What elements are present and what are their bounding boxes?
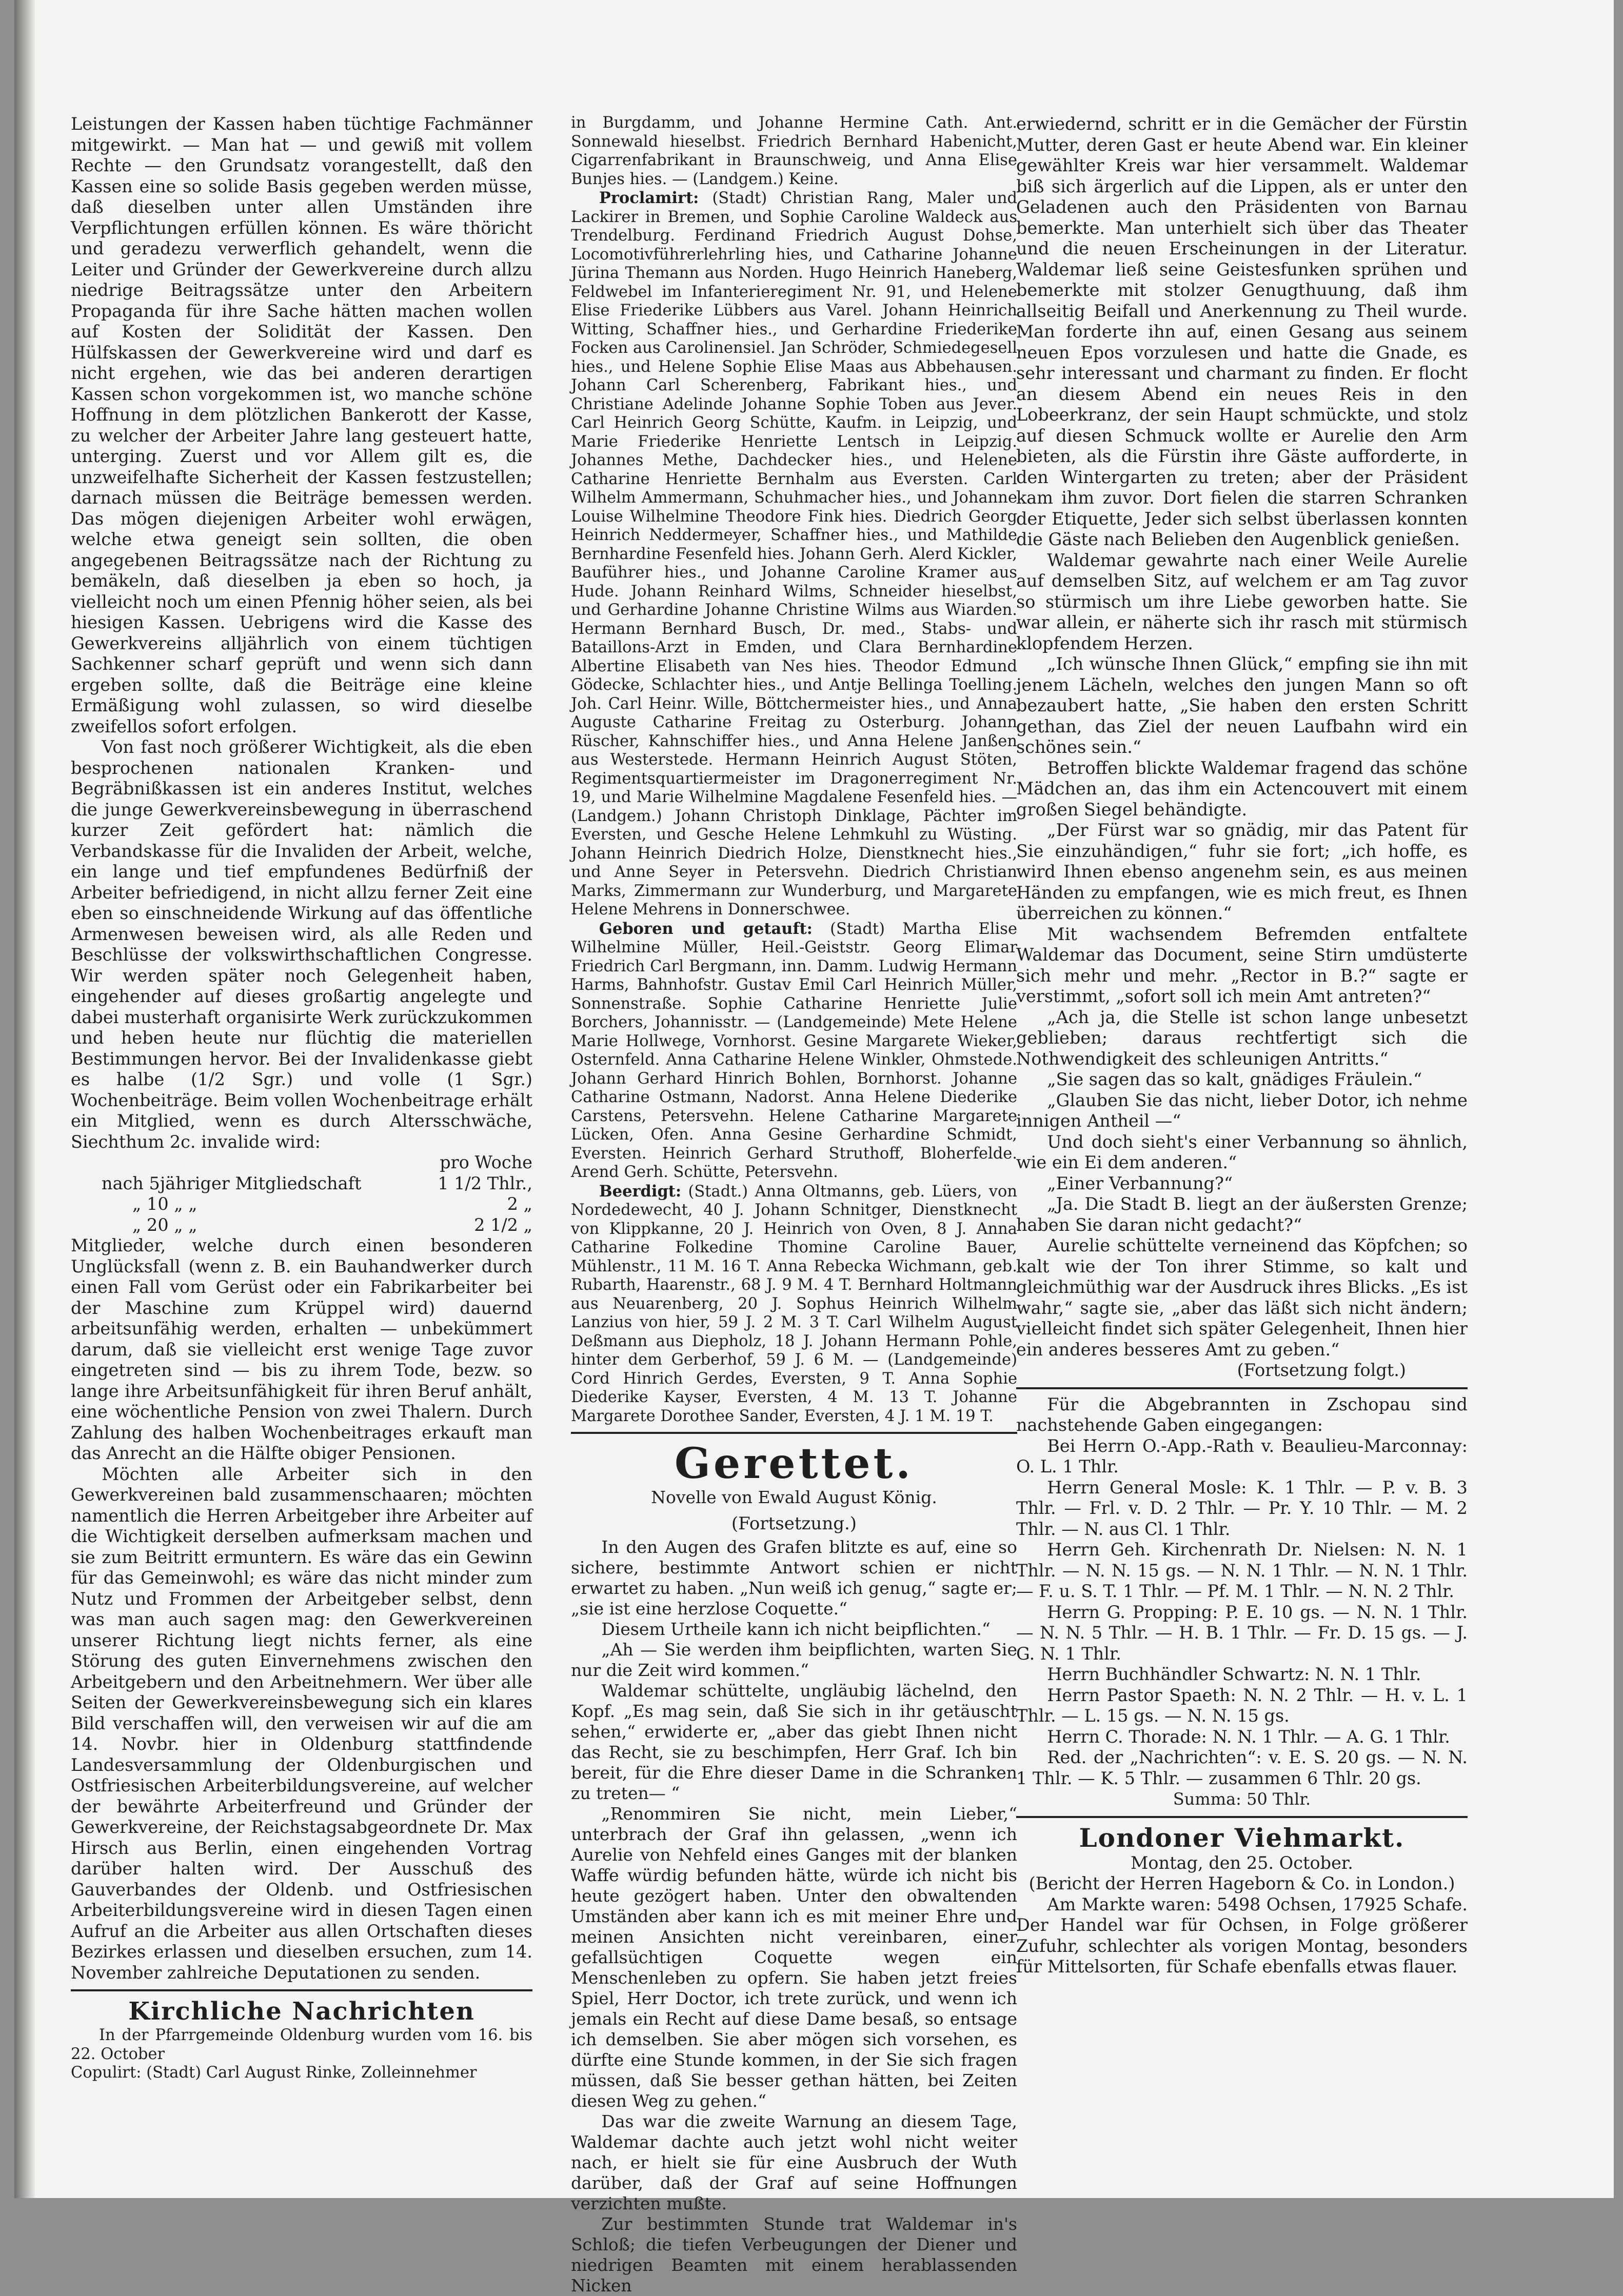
market-report: Am Markte waren: 5498 Ochsen, 17925 Schafe. Der Handel war für Ochsen, in Folge größerer Zufuhr, schlechter als vorigen Montag, besonders für Mittelsorten, für Schafe ebenfalls etwas flauer.	[1016, 1894, 1468, 1976]
novel-paragraph: Waldemar schüttelte, ungläubig lächelnd, den Kopf. „Es mag sein, daß Sie sich in ihr getäuscht sehen,“ erwiderte er, „aber das giebt Ihnen nicht das Recht, sie zu beschimpfen, Herr Graf. Ich bin bereit, für die Ehre dieser Dame in die Schranken zu treten— “	[571, 1681, 1017, 1803]
article-paragraph: Leistungen der Kassen haben tüchtige Fachmänner mitgewirkt. — Man hat — und gewiß mit vollem Rechte — den Grundsatz vorangestellt, daß den Kassen eine so solide Basis gegeben werden müsse, daß dieselben unter allen Umständen ihre Verpflichtungen erfüllen können. Es wäre thöricht und geradezu verwerflich gehandelt, wenn die Leiter und Gründer der Gewerkvereine durch allzu niedrige Beitragssätze unter den Arbeitern Propaganda für ihre Sache hätten machen wollen auf Kosten der Solidität der Kassen. Den Hülfskassen der Gewerkvereine wird und darf es nicht ergehen, wie das bei anderen derartigen Kassen schon vorgekommen ist, wo manche schöne Hoffnung in dem plötzlichen Bankerott der Kasse, zu welcher der Arbeiter Jahre lang gesteuert hatte, unterging. Zuerst und vor Allem gilt es, die unzweifelhafte Sicherheit der Kassen festzustellen; darnach müssen die Beiträge bemessen werden. Das mögen diejenigen Arbeiter wohl erwägen, welche etwa geneigt sein sollten, die oben angegebenen Beitragssätze nach der Richtung zu bemäkeln, daß dieselben ja eben so hoch, ja vielleicht noch um einen Pfennig höher seien, als bei hiesigen Kassen. Uebrigens wird die Kasse des Gewerkvereins alljährlich von einem tüchtigen Sachkenner scharf geprüft und wenn sich dann ergeben sollte, daß die Beiträge eine kleine Ermäßigung wohl zulassen, so wird dieselbe zweifellos sofort erfolgen.	[71, 114, 532, 736]
novel-paragraph: Zur bestimmten Stunde trat Waldemar in's Schloß; die tiefen Verbeugungen der Diener und niedrigen Beamten mit einem herablassenden Nicken	[571, 2214, 1017, 2295]
novel-paragraph: Waldemar gewahrte nach einer Weile Aurelie auf demselben Sitz, auf welchem er am Tag zuvor so stürmisch um ihre Liebe geworben hatte. Sie war allein, er näherte sich ihr rasch mit stürmisch klopfendem Herzen.	[1016, 550, 1468, 653]
donation-entry: Bei Herrn O.-App.-Rath v. Beaulieu-Marconnay: O. L. 1 Thlr.	[1016, 1435, 1468, 1476]
page-binding-edge	[14, 0, 35, 2198]
church-news-heading: Kirchliche Nachrichten	[128, 1997, 475, 2026]
geboren-text: (Stadt) Martha Elise Wilhelmine Müller, Heil.-Geiststr. Georg Elimar Friedrich Carl Bergmann, inn. Damm. Ludwig Hermann Harms, Bahnhofstr. Gustav Emil Carl Heinrich Müller, Sonnenstraße. Sophie Catharine Henriette Julie Borchers, Johannisstr. — (Landgemeinde) Mete Helene Marie Hollwege, Vornhorst. Gesine Margarete Wieker, Osternfeld. Anna Catharine Helene Winkler, Ohmstede. Johann Gerhard Hinrich Bohlen, Bornhorst. Johanne Catharine Ostmann, Nadorst. Anna Helene Diederike Carstens, Petersvehn. Helene Catharine Margarete Lücken, Ofen. Anna Gesine Gerhardine Schmidt, Eversten. Heinrich Gerhard Struthoff, Bloherfelde. Arend Gerh. Schütte, Petersvehn.	[571, 920, 1018, 1181]
article-paragraph: Möchten alle Arbeiter sich in den Gewerkvereinen bald zusammenschaaren; möchten namentlich die Herren Arbeitgeber ihre Arbeiter auf die Wichtigkeit derselben aufmerksam machen und sie zum Beitritt ermuntern. Es wäre das ein Gewinn für das Gemeinwohl; es wäre das nicht minder zum Nutz und Frommen der Arbeitgeber selbst, denn was man auch sagen mag: den Gewerkvereinen unserer Richtung liegt nichts ferner, als eine Störung des guten Einvernehmens zwischen den Arbeitgebern und den Arbeitnehmern. Wer über alle Seiten der Gewerkvereinsbewegung sich ein klares Bild verschaffen will, den verweisen wir auf die am 14. Novbr. hier in Oldenburg stattfindende Landesversammlung der Oldenburgischen und Ostfriesischen Arbeiterbildungsvereine, auf welcher der bewährte Arbeiterfreund und Gründer der Gewerkvereine, der Reichstagsabgeordnete Dr. Max Hirsch aus Berlin, einen eingehenden Vortrag darüber halten wird. Der Ausschuß des Gauverbandes der Oldenb. und Ostfriesischen Arbeiterbildungsvereine wird in diesen Tagen einen Aufruf an die Arbeiter aus allen Ortschaften dieses Bezirkes erlassen und dieselben ersuchen, zum 14. November zahlreiche Deputationen zu senden.	[71, 1464, 532, 1983]
section-rule	[1016, 1816, 1468, 1818]
section-rule	[571, 1432, 1017, 1434]
church-news-text: in Burgdamm, und Johanne Hermine Cath. Ant. Sonnewald hieselbst. Friedrich Bernhard Habenicht, Cigarrenfabrikant in Braunschweig, und Anna Elise Bunjes hies. — (Landgem.) Keine.	[571, 114, 1017, 188]
novel-subtitle: Novelle von Ewald August König.	[651, 1487, 937, 1507]
market-date: Montag, den 25. October.	[1131, 1852, 1353, 1873]
pension-table	[71, 1152, 532, 1235]
novel-paragraph: erwiedernd, schritt er in die Gemächer der Fürstin Mutter, deren Gast er heute Abend war. Ein kleiner gewählter Kreis war hier versammelt. Waldemar biß sich ärgerlich auf die Lippen, als er unter den Geladenen auch den Präsidenten von Barnau bemerkte. Man unterhielt sich über das Theater und die neuen Erscheinungen in der Literatur. Waldemar ließ seine Geistesfunken sprühen und bemerkte mit stolzer Genugthuung, daß ihm allseitig Beifall und Anerkennung zu Theil wurde. Man forderte ihn auf, einen Gesang aus seinem neuen Epos vorzulesen und hatte die Gnade, es sehr interessant und charmant zu finden. Er flocht an diesem Abend ein neues Reis in den Lobeerkranz, der sein Haupt schmückte, und stolz auf diesen Schmuck wollte er Aurelie den Arm bieten, als die Fürstin ihre Gäste aufforderte, in den Wintergarten zu treten; aber der Präsident kam ihm zuvor. Dort fielen die starren Schranken der Etiquette, Jeder sich selbst überlassen konnten die Gäste nach Belieben den Augenblick genießen.	[1016, 114, 1468, 549]
donation-entry: Herrn Pastor Spaeth: N. N. 2 Thlr. — H. v. L. 1 Thlr. — L. 15 gs. — N. N. 15 gs.	[1016, 1685, 1468, 1726]
beerdigt-text: (Stadt.) Anna Oltmanns, geb. Lüers, von Nordedewecht, 40 J. Johann Schnitger, Dienstknecht von Klippkanne, 20 J. Heinrich von Oven, 8 J. Anna Catharine Folkedine Thomine Caroline Bauer, Mühlenstr., 11 M. 16 T. Anna Rebecka Wichmann, geb. Rubarth, Haarenstr., 68 J. 9 M. 4 T. Bernhard Holtmann aus Neuarenberg, 20 J. Sophus Heinrich Wilhelm Lanzius von hier, 59 J. 2 M. 3 T. Carl Wilhelm August Deßmann aus Diepholz, 18 J. Johann Hermann Pohle, hinter dem Gerberhof, 59 J. 6 M. — (Landgemeinde) Cord Hinrich Gerdes, Eversten, 9 T. Anna Sophie Diederike Kayser, Eversten, 4 M. 13 T. Johanne Margarete Dorothee Sander, Eversten, 4 J. 1 M. 19 T.	[571, 1182, 1017, 1425]
table-row	[71, 1173, 532, 1194]
donation-entry: Herrn C. Thorade: N. N. 1 Thlr. — A. G. 1 Thlr.	[1047, 1726, 1450, 1747]
novel-continuation-label: (Fortsetzung.)	[731, 1513, 857, 1534]
novel-title: Gerettet.	[675, 1439, 914, 1488]
article-paragraph: Mitglieder, welche durch einen besonderen Unglücksfall (wenn z. B. ein Bauhandwerker durch einen Fall vom Gerüst oder ein Fabrikarbeiter bei der Maschine zum Krüppel wird) dauernd arbeitsunfähig werden, erhalten — unbekümmert darum, daß sie vielleicht erst wenige Tage zuvor eingetreten sind — bis zu ihrem Tode, bezw. so lange ihre Arbeitsunfähigkeit für ihren Beruf anhält, eine wöchentliche Pension von zwei Thalern. Durch Zahlung des halben Wochenbeitrages erkauft man das Anrecht an die Hälfte obiger Pensionen.	[71, 1235, 532, 1463]
church-news-copulirt: Copulirt: (Stadt) Carl August Rinke, Zolleinnehmer	[71, 2064, 477, 2082]
pension-value: 2 „	[507, 1194, 532, 1214]
proclamirt-text: (Stadt) Christian Rang, Maler und Lackirer in Bremen, und Sophie Caroline Waldeck aus Trendelburg. Ferdinand Friedrich August Dohse, Locomotivführerlehrling hies, und Catharine Johanne Jürina Themann aus Norden. Hugo Heinrich Haneberg, Feldwebel im Infanterieregiment Nr. 91, und Helene Elise Friederike Lübbers aus Varel. Johann Heinrich Witting, Schaffner hies., und Gerhardine Friederike Focken aus Carolinensiel. Jan Schröder, Schmiedegesell hies., und Helene Sophie Elise Maas aus Abbehausen. Johann Carl Scherenberg, Fabrikant hies., und Christiane Adelinde Johanne Sophie Toben aus Jever. Carl Heinrich Georg Schütte, Kaufm. in Leipzig, und Marie Friederike Henriette Lentsch in Leipzig. Johannes Methe, Dachdecker hies., und Helene Catharine Henriette Bernhalm aus Eversten. Carl Wilhelm Ammermann, Schuhmacher hies., und Johanne Louise Wilhelmine Theodore Fink hies. Diedrich Georg Heinrich Neddermeyer, Schaffner hies., und Mathilde Bernhardine Fesenfeld hies. Johann Gerh. Alerd Kickler, Bauführer hies., und Johanne Caroline Kramer aus Hude. Johann Reinhard Wilms, Schneider hieselbst, und Gerhardine Johanne Christine Wilms aus Wiarden. Hermann Bernhard Busch, Dr. med., Stabs- und Bataillons-Arzt in Emden, und Clara Bernhardine Albertine Elisabeth van Nes hies. Theodor Edmund Gödecke, Schlachter hies., und Antje Bellinga Toelling. Joh. Carl Heinr. Wille, Böttchermeister hies., und Anna Auguste Catharine Freitag zu Osterburg. Johann Rüscher, Kahnschiffer hies., und Anna Helene Janßen aus Westerstede. Hermann Heinrich August Stöten, Regimentsquartiermeister im Dragonerregiment Nr. 19, und Marie Wilhelmine Magdalene Fesenfeld hies. — (Landgem.) Johann Christoph Dinklage, Pächter im Eversten, und Gesche Helene Lehmkuhl zu Wüsting. Johann Heinrich Diedrich Holze, Dienstknecht hies., und Anne Seyer in Petersvehn. Diedrich Christian Marks, Zimmermann zur Wunderburg, und Margarete Helene Mehrens in Donnerschwee.	[571, 189, 1017, 919]
table-row	[71, 1215, 532, 1236]
donation-entry: Herrn Buchhändler Schwartz: N. N. 1 Thlr.	[1047, 1664, 1421, 1684]
donation-entry: Herrn G. Propping: P. E. 10 gs. — N. N. 1 Thlr. — N. N. 5 Thlr. — H. B. 1 Thlr. — Fr. D. 15 gs. — J. G. N. 1 Thlr.	[1016, 1602, 1468, 1664]
donation-entry: Red. der „Nachrichten“: v. E. S. 20 gs. — N. N. 1 Thlr. — K. 5 Thlr. — zusammen 6 Thlr. 20 gs.	[1016, 1747, 1468, 1788]
table-row	[71, 1194, 532, 1215]
novel-paragraph: „Einer Verbannung?“	[1047, 1173, 1233, 1193]
novel-paragraph: „Glauben Sie das nicht, lieber Dotor, ich nehme innigen Antheil —“	[1016, 1090, 1468, 1131]
novel-paragraph: In den Augen des Grafen blitzte es auf, eine so sichere, bestimmte Antwort schien er nicht erwartet zu haben. „Nun weiß ich genug,“ sagte er; „sie ist eine herzlose Coquette.“	[571, 1537, 1017, 1619]
novel-paragraph: Diesem Urtheile kann ich nicht beipflichten.“	[601, 1619, 991, 1639]
church-news-proclamirt	[571, 189, 1017, 920]
novel-paragraph: „Ja. Die Stadt B. liegt an der äußersten Grenze; haben Sie daran nicht gedacht?“	[1016, 1194, 1468, 1235]
newspaper-page	[14, 0, 1614, 2295]
novel-paragraph: Das war die zweite Warnung an diesem Tage, Waldemar dachte auch jetzt wohl nicht weiter nach, er hielt sie für eine Ausbruch der Wuth darüber, daß der Graf auf seine Hoffnungen verzichten mußte.	[571, 2111, 1017, 2213]
market-source: (Bericht der Herren Hageborn & Co. in London.)	[1028, 1873, 1455, 1893]
pension-header: pro Woche	[440, 1152, 532, 1172]
pension-label: „ 20 „ „	[132, 1214, 197, 1235]
church-news-intro: In der Pfarrgemeinde Oldenburg wurden vom 16. bis 22. October	[71, 2026, 532, 2063]
novel-paragraph: „Ach ja, die Stelle ist schon lange unbesetzt geblieben; daraus rechtfertigt sich die Nothwendigkeit des schleunigen Antritts.“	[1016, 1007, 1468, 1069]
novel-to-be-continued: (Fortsetzung folgt.)	[1237, 1360, 1406, 1380]
beerdigt-label: Beerdigt:	[599, 1182, 682, 1201]
section-rule	[1016, 1387, 1468, 1389]
novel-paragraph: „Sie sagen das so kalt, gnädiges Fräulein.“	[1047, 1069, 1422, 1089]
pension-label: nach 5jähriger Mitgliedschaft	[102, 1173, 362, 1193]
article-paragraph: Von fast noch größerer Wichtigkeit, als die eben besprochenen nationalen Kranken- und Begräbnißkassen ist ein anderes Institut, welches die junge Gewerkvereinsbewegung in überraschend kurzer Zeit gefördert hat: nämlich die Verbandskasse für die Invaliden der Arbeit, welche, ein lange und tief empfundenes Bedürfniß der Arbeiter befriedigend, in nicht allzu ferner Zeit eine eben so einschneidende Wirkung auf das öffentliche Armenwesen beweisen wird, als alle Reden und Beschlüsse der volkswirthschaftlichen Congresse. Wir werden später noch Gelegenheit haben, eingehender auf dieses großartig angelegte und dabei musterhaft organisirte Werk zurückzukommen und heben heute nur flüchtig die materiellen Bestimmungen hervor. Bei der Invalidenkasse giebt es halbe (1/2 Sgr.) und volle (1 Sgr.) Wochenbeiträge. Beim vollen Wochenbeitrage erhält ein Mitglied, wenn es durch Altersschwäche, Siechthum 2c. invalide wird:	[71, 737, 532, 1152]
market-heading: Londoner Viehmarkt.	[1079, 1822, 1405, 1853]
pension-label: „ 10 „ „	[132, 1194, 197, 1214]
proclamirt-label: Proclamirt:	[599, 189, 699, 207]
novel-paragraph: „Der Fürst war so gnädig, mir das Patent für Sie einzuhändigen,“ fuhr sie fort; „ich hoffe, es wird Ihnen ebenso angenehm sein, es aus meinen Händen zu empfangen, wie es mich freut, es Ihnen überreichen zu können.“	[1016, 820, 1468, 923]
pension-value: 2 1/2 „	[474, 1214, 532, 1235]
donation-entry: Herrn General Mosle: K. 1 Thlr. — P. v. B. 3 Thlr. — Frl. v. D. 2 Thlr. — Pr. Y. 10 Thlr. — M. 2 Thlr. — N. aus Cl. 1 Thlr.	[1016, 1477, 1468, 1539]
geboren-label: Geboren und getauft:	[599, 919, 813, 938]
church-news-geboren	[571, 920, 1017, 1182]
novel-paragraph: Mit wachsendem Befremden entfaltete Waldemar das Document, seine Stirn umdüsterte sich mehr und mehr. „Rector in B.?“ sagte er verstimmt, „sofort soll ich mein Amt antreten?“	[1016, 924, 1468, 1006]
novel-paragraph: Aurelie schüttelte verneinend das Köpfchen; so kalt wie der Ton ihrer Stimme, so kalt und gleichmüthig war der Ausdruck ihres Blicks. „Es ist wahr,“ sagte sie, „aber das läßt sich nicht ändern; vielleicht findet sich später Gelegenheit, Ihnen hier ein anderes besseres Amt zu geben.“	[1016, 1235, 1468, 1360]
novel-paragraph: Betroffen blickte Waldemar fragend das schöne Mädchen an, das ihm ein Actencouvert mit einem großen Siegel behändigte.	[1016, 757, 1468, 820]
novel-paragraph: „Ah — Sie werden ihm beipflichten, warten Sie nur die Zeit wird kommen.“	[571, 1640, 1017, 1680]
donation-intro: Für die Abgebrannten in Zschopau sind nachstehende Gaben eingegangen:	[1016, 1394, 1468, 1435]
novel-paragraph: „Ich wünsche Ihnen Glück,“ empfing sie ihn mit jenem Lächeln, welches den jungen Mann so oft bezaubert hatte, „Sie haben den ersten Schritt gethan, das Ziel der neuen Laufbahn wird ein schönes sein.“	[1016, 654, 1468, 757]
donation-entry: Herrn Geh. Kirchenrath Dr. Nielsen: N. N. 1 Thlr. — N. N. 15 gs. — N. N. 1 Thlr. — N. N. 1 Thlr. — F. u. S. T. 1 Thlr. — Pf. M. 1 Thlr. — N. N. 2 Thlr.	[1016, 1540, 1468, 1601]
pension-value: 1 1/2 Thlr.,	[438, 1173, 532, 1193]
donation-sum: Summa: 50 Thlr.	[1173, 1789, 1311, 1809]
church-news-beerdigt	[571, 1182, 1017, 1426]
section-rule	[71, 1989, 532, 1991]
column-1	[71, 114, 532, 2083]
column-2	[571, 114, 1017, 2296]
column-3	[1016, 114, 1468, 1978]
novel-paragraph: Und doch sieht's einer Verbannung so ähnlich, wie ein Ei dem anderen.“	[1016, 1131, 1468, 1172]
novel-paragraph: „Renommiren Sie nicht, mein Lieber,“ unterbrach der Graf ihn gelassen, „wenn ich Aurelie von Nehfeld eines Ganges mit der blanken Waffe würdig befunden hätte, würde ich nicht bis heute gezögert haben. Unter den obwaltenden Umständen aber kann ich es mit meiner Ehre und meinen Ansichten nicht vereinbaren, einer gefallsüchtigen Coquette wegen ein Menschenleben zu opfern. Sie haben jetzt freies Spiel, Herr Doctor, ich trete zurück, und wenn ich jemals ein Recht auf diese Dame besaß, so entsage ich demselben. Sie aber mögen sich vorsehen, es dürfte eine Stunde kommen, in der Sie sich fragen müssen, daß Sie besser gethan hätten, bei Zeiten diesen Weg zu gehen.“	[571, 1804, 1017, 2111]
